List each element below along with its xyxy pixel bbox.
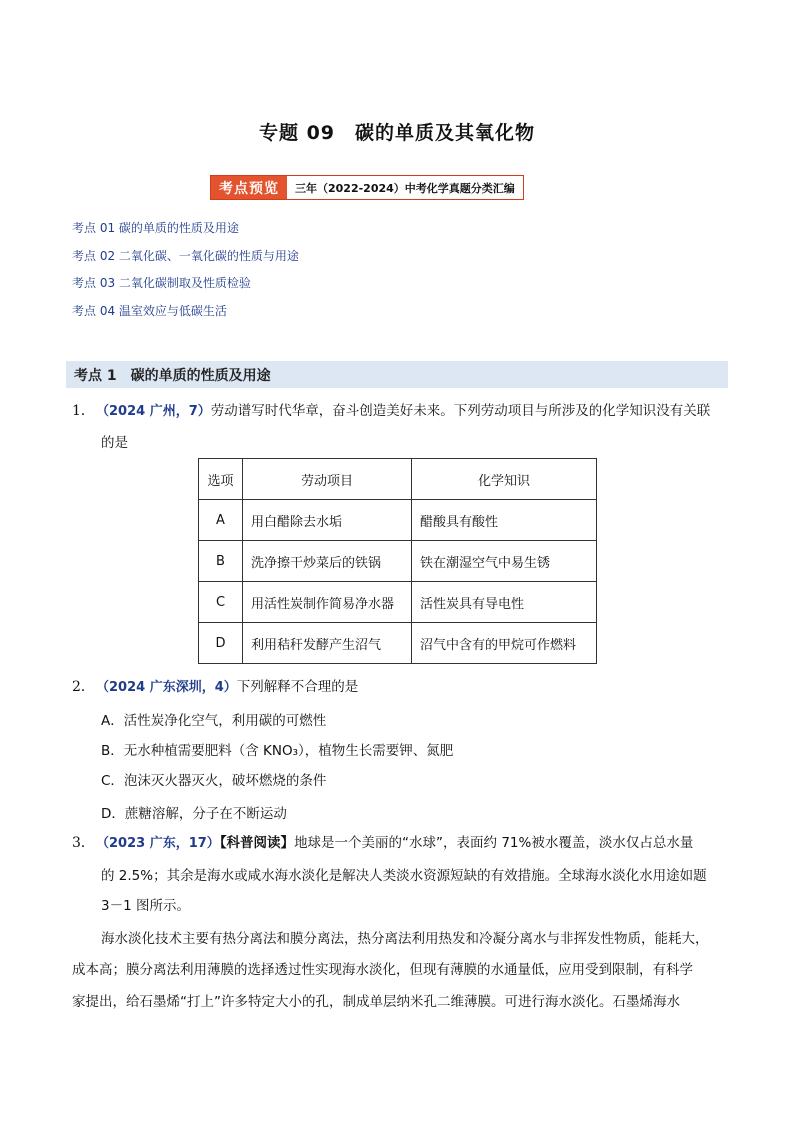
question-3-paragraph: 成本高；膜分离法利用薄膜的选择透过性实现海水淡化，但现有薄膜的水通量低，应用受到限制，有科学: [72, 962, 693, 978]
table-cell: 铁在潮湿空气中易生锈: [412, 541, 597, 582]
question-3-paragraph: 海水淡化技术主要有热分离法和膜分离法，热分离法利用热发和冷凝分离水与非挥发性物质，能耗大，: [101, 931, 709, 947]
table-cell: C: [199, 582, 243, 623]
table-row: [199, 500, 597, 541]
table-row: [199, 541, 597, 582]
table-row: [199, 623, 597, 664]
table-cell: 利用秸秆发酵产生沼气: [243, 623, 412, 664]
section-heading: 考点 1 碳的单质的性质及用途: [66, 361, 728, 388]
topic-link-3[interactable]: 考点 03 二氧化碳制取及性质检验: [72, 276, 251, 290]
table-cell: 活性炭具有导电性: [412, 582, 597, 623]
question-3-paragraph: 家提出，给石墨烯“打上”许多特定大小的孔，制成单层纳米孔二维薄膜。可进行海水淡化。石墨烯海水: [72, 994, 680, 1010]
question-3-source: （2023 广东，17）: [96, 836, 220, 851]
question-1-number: 1．: [72, 403, 95, 419]
question-3-line: 3－1 图所示。: [101, 898, 190, 914]
table-cell: 用白醋除去水垢: [243, 500, 412, 541]
option-d: D．蔗糖溶解，分子在不断运动: [101, 806, 287, 822]
question-1-table: [198, 458, 597, 664]
question-3-tag: 【科普阅读】: [219, 835, 295, 851]
table-header-cell: 选项: [199, 459, 243, 500]
table-cell: 用活性炭制作简易净水器: [243, 582, 412, 623]
question-3-number: 3．: [72, 835, 95, 851]
table-cell: D: [199, 623, 243, 664]
option-a: A．活性炭净化空气，利用碳的可燃性: [101, 713, 327, 729]
table-row: [199, 582, 597, 623]
question-1-source: （2024 广州，7）: [96, 404, 211, 419]
question-3-text: 地球是一个美丽的“水球”，表面约 71%被水覆盖，淡水仅占总水量: [294, 835, 694, 851]
table-cell: A: [199, 500, 243, 541]
question-2-source: （2024 广东深圳，4）: [96, 680, 237, 695]
topic-link-4[interactable]: 考点 04 温室效应与低碳生活: [72, 303, 227, 318]
table-cell: 沼气中含有的甲烷可作燃料: [412, 623, 597, 664]
table-cell: 洗净擦干炒菜后的铁锅: [243, 541, 412, 582]
overview-banner: [210, 175, 524, 200]
topic-link-2[interactable]: 考点 02 二氧化碳、一氧化碳的性质与用途: [72, 248, 299, 263]
table-header-row: [199, 459, 597, 500]
table-cell: 醋酸具有酸性: [412, 500, 597, 541]
question-3-line: 的 2.5%；其余是海水或咸水海水淡化是解决人类淡水资源短缺的有效措施。全球海水淡化水用途如题: [101, 868, 707, 884]
option-b: B．无水种植需要肥料（含 KNO₃），植物生长需要钾、氮肥: [101, 743, 454, 759]
table-cell: B: [199, 541, 243, 582]
question-3-stem: [96, 833, 693, 854]
question-1-text: 劳动谱写时代华章，奋斗创造美好未来。下列劳动项目与所涉及的化学知识没有关联: [210, 403, 711, 419]
topic-list: [72, 219, 299, 329]
question-1-stem: [96, 401, 710, 422]
option-c: C．泡沫灭火器灭火，破坏燃烧的条件: [101, 773, 327, 789]
topic-link-1[interactable]: 考点 01 碳的单质的性质及用途: [72, 221, 239, 235]
table-header-cell: 劳动项目: [243, 459, 412, 500]
table-header-cell: 化学知识: [412, 459, 597, 500]
question-2-number: 2．: [72, 679, 95, 695]
page-title: 专题 09 碳的单质及其氧化物: [258, 122, 536, 144]
question-1-text-cont: 的是: [101, 435, 128, 451]
question-2-text: 下列解释不合理的是: [236, 679, 359, 695]
banner-label: 考点预览: [211, 176, 287, 199]
banner-subtitle: 三年（2022-2024）中考化学真题分类汇编: [287, 176, 523, 199]
question-2-stem: [96, 677, 358, 698]
